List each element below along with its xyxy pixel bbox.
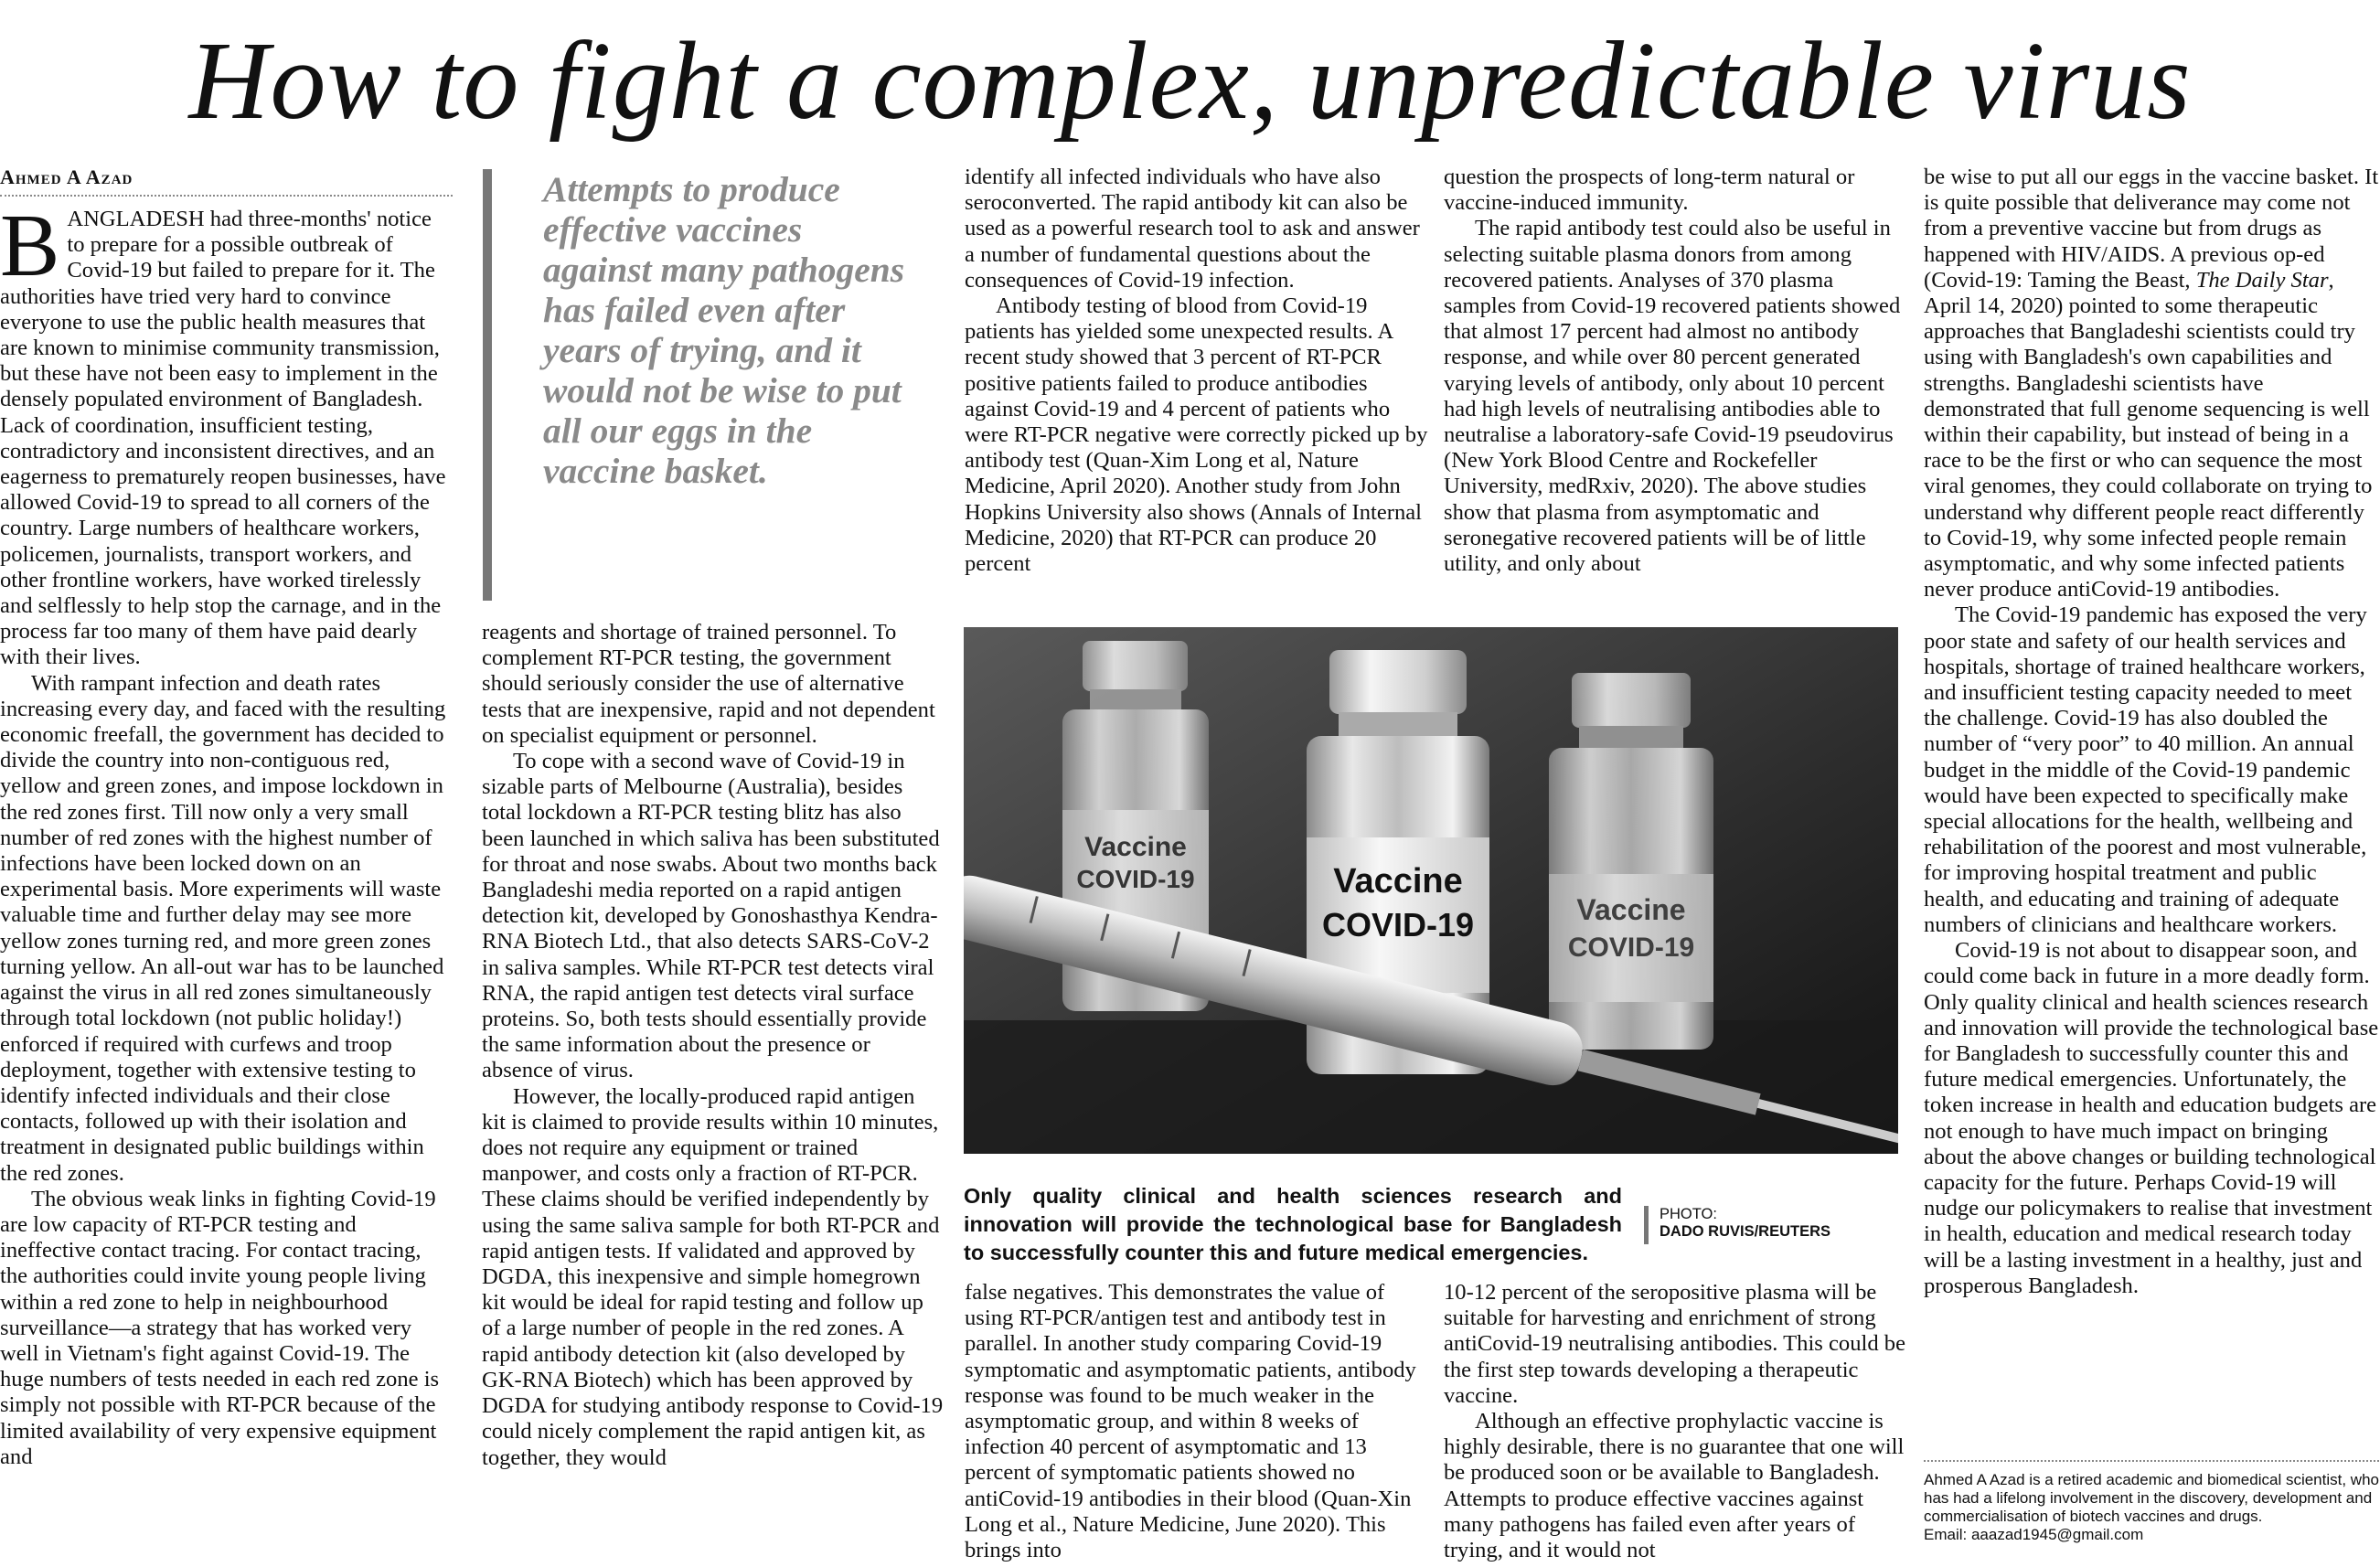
paragraph: reagents and shortage of trained personnel. To complement RT-PCR testing, the government should seriously consider the use of alternative tests that are inexpensive, rapid and not dependent on specialist equipment or personnel. [482, 620, 935, 748]
svg-text:COVID-19: COVID-19 [1076, 865, 1195, 893]
paragraph: be wise to put all our eggs in the vaccine basket. It is quite possible that deliverance may come not from a preventive vaccine but from drugs as happened with HIV/AIDS. A previous op-ed (Covid-19: Taming the Beast, The Daily Star, April 14, 2020) pointed to some therapeutic approaches that Bangladeshi scientists could try using with Bangladesh's own capabilities and strengths. Bangladeshi scientists have demonstrated that full genome sequencing is well within their capability, but instead of being in a race to be the first or who can sequence the most viral genomes, they could collaborate on trying to understand why different people react differently to Covid-19, why some infected people remain asymptomatic, and why some infected patients never produce antiCovid-19 antibodies. [1924, 165, 2379, 602]
paragraph: question the prospects of long-term natural or vaccine-induced immunity. [1444, 165, 1855, 216]
vaccine-photo [964, 627, 1898, 1154]
photo-credit-label: PHOTO: [1660, 1206, 1717, 1222]
article-column-3-bottom [965, 1280, 1431, 1567]
pull-quote-text: Attempts to produce effective vaccines against many pathogens has failed even after years of trying, and it would not be wise to put all our eggs in the vaccine basket. [543, 169, 905, 491]
photo-caption: Only quality clinical and health sciences research and innovation will provide the technological base for Bangladesh to successfully counter this and future medical emergencies. [964, 1184, 1622, 1264]
paragraph: identify all infected individuals who have also seroconverted. The rapid antibody kit can also be used as a powerful research tool to ask and answer a number of fundamental questions about the consequences of Covid-19 infection. [965, 165, 1420, 293]
author-bio [1924, 1460, 2379, 1544]
headline: How to fight a complex, unpredictable virus [188, 19, 2192, 143]
photo-credit-name: DADO RUVIS/REUTERS [1660, 1223, 1831, 1240]
byline: Ahmed A Azad [0, 165, 453, 197]
paragraph: The obvious weak links in fighting Covid-19 are low capacity of RT-PCR testing and ineffective contact tracing. For contact tracing, the authorities could invite young people living within a red zone to help in neighbourhood surveillance—a strategy that has worked very well in Vietnam's fight against Covid-19. The huge numbers of tests needed in each red zone is simply not possible with RT-PCR because of the limited availability of very expensive equipment and [0, 1186, 440, 1469]
svg-text:Vaccine: Vaccine [1576, 893, 1686, 926]
paragraph: With rampant infection and death rates increasing every day, and faced with the resulting economic freefall, the government has decided to divide the country into non-contiguous red, yellow and green zones, and impose lockdown in the red zones first. Till now only a very small number of red zones with the highest number of infections have been locked down on an experimental basis. More experiments will waste valuable time and further delay may see more yellow zones turning red, and more green zones turning yellow. An all-out war has to be launched against the virus in all red zones simultaneously through total lockdown (not public holiday!) enforced if required with curfews and troop deployment, together with extensive testing to identify infected individuals and their close contacts, followed up with their isolation and treatment in designated public buildings within the red zones. [0, 670, 446, 1186]
paragraph: To cope with a second wave of Covid-19 in sizable parts of Melbourne (Australia), besides total lockdown a RT-PCR testing blitz has also been launched in which saliva has been substituted for throat and nose swabs. About two months back Bangladeshi media reported on a rapid antigen detection kit, developed by Gonoshasthya Kendra-RNA Biotech Ltd., that also detects SARS-CoV-2 in saliva samples. While RT-PCR test detects viral RNA, the rapid antigen test detects viral surface proteins. So, both tests should essentially provide the same information about the presence or absence of virus. [482, 749, 940, 1083]
svg-text:Vaccine: Vaccine [1333, 862, 1463, 901]
paragraph: 10-12 percent of the seropositive plasma will be suitable for harvesting and enrichment of strong antiCovid-19 neutralising antibodies. This could be the first step towards developing a therapeutic vaccine. [1444, 1280, 1905, 1408]
pull-quote [483, 169, 913, 601]
article-column-5 [1924, 165, 2379, 1455]
article-column-4-bottom [1444, 1280, 1905, 1567]
article-column-2 [482, 620, 944, 1567]
svg-text:COVID-19: COVID-19 [1567, 933, 1695, 963]
drop-cap: B [0, 207, 60, 295]
paragraph [0, 207, 453, 671]
publication-name: The Daily Star [2195, 267, 2329, 293]
author-email: Email: aaazad1945@gmail.com [1924, 1526, 2144, 1543]
paragraph: Antibody testing of blood from Covid-19 patients has yielded some unexpected results. A recent study showed that 3 percent of RT-PCR positive patients failed to produce antibodies against Covid-19 and 4 percent of patients who were RT-PCR negative were correctly picked up by antibody test (Quan-Xim Long et al, Nature Medicine, April 2020). Another study from John Hopkins University also shows (Annals of Internal Medicine, 2020) that RT-PCR can produce 20 percent [965, 293, 1428, 577]
author-bio-text: Ahmed A Azad is a retired academic and biomedical scientist, who has had a lifelong involvement in the discovery, development and commercialisation of biotech vaccines and drugs. [1924, 1471, 2379, 1525]
article-column-1 [0, 207, 453, 1567]
paragraph: The rapid antibody test could also be useful in selecting suitable plasma donors from among recovered patients. Analyses of 370 plasma samples from Covid-19 recovered patients showed that almost 17 percent had almost no antibody response, and while over 80 percent generated varying levels of antibody, only about 10 percent had high levels of neutralising antibodies able to neutralise a laboratory-safe Covid-19 pseudovirus (New York Blood Centre and Rockefeller University, medRxiv, 2020). The above studies show that plasma from asymptomatic and seronegative recovered patients will be of little utility, and only about [1444, 216, 1901, 577]
photo-credit [1644, 1206, 1916, 1244]
svg-text:COVID-19: COVID-19 [1321, 906, 1475, 943]
paragraph: Covid-19 is not about to disappear soon, and could come back in future in a more deadly form. Only quality clinical and health sciences research and innovation will provide the technological base for Bangladesh to successfully counter this and future medical emergencies. Unfortunately, the token increase in health and education budgets are not enough to have much impact on bringing about the above changes or building technological capacity for the future. Perhaps Covid-19 will nudge our policymakers to realise that investment in health, education and medical research today will be a lasting investment in a healthy, just and prosperous Bangladesh. [1924, 938, 2379, 1298]
article-column-4-top [1444, 165, 1905, 603]
paragraph: However, the locally-produced rapid antigen kit is claimed to provide results within 10 minutes, does not require any equipment or trained manpower, and costs only a fraction of RT-PCR. These claims should be verified independently by using the same saliva sample for both RT-PCR and rapid antigen tests. If validated and approved by DGDA, this inexpensive and simple homegrown kit would be ideal for rapid testing and follow up of a large number of people in the red zones. A rapid antibody detection kit (also developed by GK-RNA Biotech) which has been approved by DGDA for studying antibody response to Covid-19 could nicely complement the rapid antigen kit, as together, they would [482, 1083, 944, 1470]
paragraph: Although an effective prophylactic vaccine is highly desirable, there is no guarantee that one will be produced soon or be available to Bangladesh. Attempts to produce effective vaccines against many pathogens has failed even after years of trying, and it would not [1444, 1409, 1905, 1563]
paragraph: The Covid-19 pandemic has exposed the very poor state and safety of our health services and hospitals, shortage of trained healthcare workers, and insufficient testing capacity needed to meet the challenge. Covid-19 has also doubled the number of “very poor” to 40 million. An annual budget in the middle of the Covid-19 pandemic would have been expected to specifically make special allocations for the health, wellbeing and rehabilitation of the poorest and most vulnerable, for improving hospital treatment and public health, and educating and training of adequate numbers of clinicians and healthcare workers. [1924, 602, 2367, 937]
svg-text:Vaccine: Vaccine [1084, 832, 1187, 862]
paragraph-text: ANGLADESH had three-months' notice to prepare for a possible outbreak of Covid-19 but failed to prepare for it. The authorities have tried very hard to convince everyone to use the public health measures that are known to minimise community transmission, but these have not been easy to implement in the densely populated environment of Bangladesh. Lack of coordination, insufficient testing, contradictory and inconsistent directives, and an eagerness to prematurely reopen businesses, have allowed Covid-19 to spread to all corners of the country. Large numbers of healthcare workers, policemen, journalists, transport workers, and other frontline workers, have worked tirelessly and selflessly to help stop the carnage, and in the process far too many of them have paid dearly with their lives. [0, 207, 446, 670]
paragraph: false negatives. This demonstrates the value of using RT-PCR/antigen test and antibody test in parallel. In another study comparing Covid-19 symptomatic and asymptomatic patients, antibody response was found to be much weaker in the asymptomatic group, and within 8 weeks of infection 40 percent of asymptomatic and 13 percent of symptomatic patients showed no antiCovid-19 antibodies in their blood (Quan-Xin Long et al., Nature Medicine, June 2020). This brings into [965, 1280, 1416, 1563]
vaccine-vials-image [964, 627, 1898, 1154]
article-column-3-top [965, 165, 1431, 603]
